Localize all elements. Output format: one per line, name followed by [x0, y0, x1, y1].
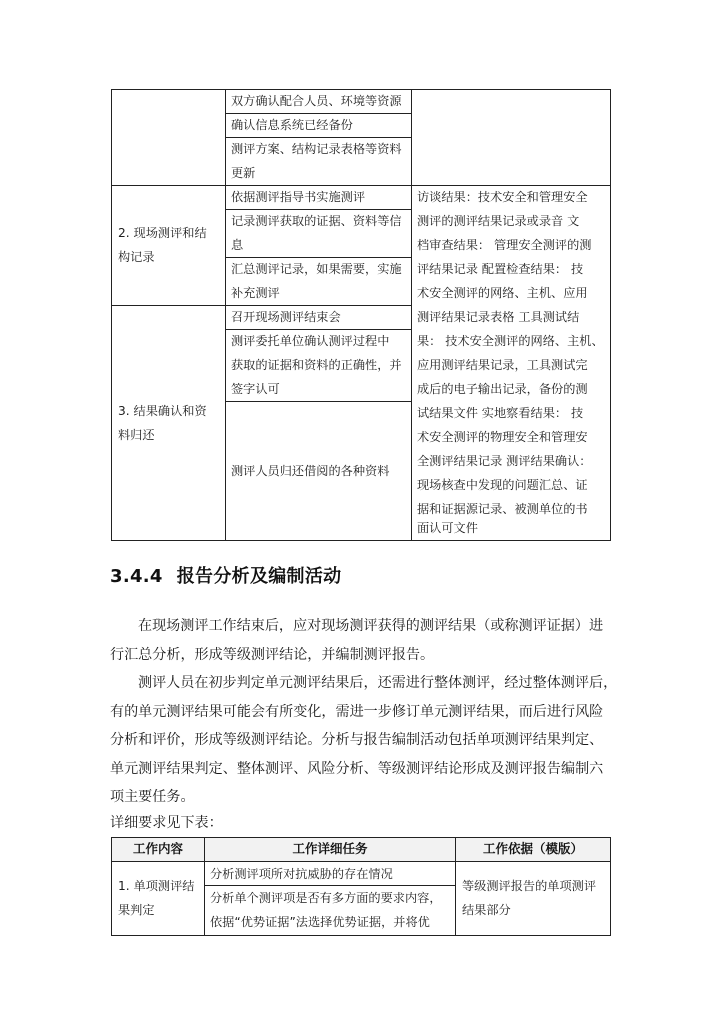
paragraph-2: [110, 669, 618, 812]
task-cell: 获取的证据和资料的正确性，并: [231, 358, 402, 372]
output-line: 评结果记录 配置检查结果： 技: [417, 262, 584, 276]
output-line: 测评的测评结果记录或录音 文: [417, 214, 580, 228]
header-content: 工作内容: [112, 837, 204, 861]
header-basis: 工作依据（模版）: [456, 837, 610, 861]
output-line: 术安全测评的物理安全和管理安: [417, 430, 588, 444]
text-line: 项主要任务。: [110, 789, 195, 806]
section-title: 报告分析及编制活动: [176, 566, 342, 587]
task-cell: 分析单个测评项是否有多方面的要求内容，: [210, 891, 442, 905]
paragraph-1: [110, 612, 618, 669]
content-cell: 1. 单项测评结: [118, 879, 195, 893]
task-cell: 召开现场测评结束会: [231, 310, 341, 324]
task-cell: 更新: [231, 166, 256, 180]
header-tasks: 工作详细任务: [205, 837, 455, 861]
phase-cell: 3. 结果确认和资: [118, 404, 207, 418]
text-line: 有的单元测评结果可能会有所变化，需进一步修订单元测评结果，而后进行风险: [110, 703, 604, 720]
output-line: 面认可文件: [417, 521, 478, 535]
section-heading: [110, 562, 341, 588]
output-line: 术安全测评的网络、主机、应用: [417, 286, 588, 300]
phase-cell: 2. 现场测评和结: [118, 226, 207, 240]
task-cell: 补充测评: [231, 286, 280, 300]
section-number: 3.4.4: [110, 566, 163, 587]
paragraph-3: 详细要求见下表：: [110, 815, 223, 831]
output-line: 测评结果记录表格 工具测试结: [417, 310, 580, 324]
output-line: 果： 技术安全测评的网络、主机、: [417, 334, 604, 348]
task-cell: 测评方案、结构记录表格等资料: [231, 142, 402, 156]
evaluation-activity-table: [111, 89, 611, 541]
task-cell: 依据测评指导书实施测评: [231, 190, 366, 204]
content-cell: 果判定: [118, 903, 155, 917]
task-cell: 依据“优势证据”法选择优势证据，并将优: [210, 915, 430, 929]
phase-cell: 构记录: [118, 250, 155, 264]
text-line: 单元测评结果判定、整体测评、风险分析、等级测评结论形成及测评报告编制六: [110, 760, 604, 777]
report-analysis-table: [111, 837, 611, 936]
task-cell: 记录测评获取的证据、资料等信: [231, 214, 402, 228]
task-cell: 签字认可: [231, 382, 280, 396]
phase-cell: 料归还: [118, 428, 155, 442]
output-line: 应用测评结果记录，工具测试完: [417, 358, 588, 372]
task-cell: 息: [231, 238, 244, 252]
task-cell: 测评人员归还借阅的各种资料: [231, 464, 390, 478]
output-line: 现场核查中发现的问题汇总、证: [417, 478, 588, 492]
basis-cell: 等级测评报告的单项测评: [462, 879, 597, 893]
text-line: 分析和评价，形成等级测评结论。分析与报告编制活动包括单项测评结果判定、: [110, 732, 604, 749]
basis-cell: 结果部分: [462, 903, 511, 917]
output-line: 成后的电子输出记录，备份的测: [417, 382, 588, 396]
task-cell: 分析测评项所对抗威胁的存在情况: [210, 867, 393, 881]
output-line: 试结果文件 实地察看结果： 技: [417, 406, 584, 420]
text-line: 行汇总分析，形成等级测评结论，并编制测评报告。: [110, 646, 435, 663]
text-line: 测评人员在初步判定单元测评结果后，还需进行整体测评，经过整体测评后，: [138, 675, 618, 691]
text-line: 在现场测评工作结束后，应对现场测评获得的测评结果（或称测评证据）进: [138, 618, 604, 634]
task-cell: 汇总测评记录，如果需要，实施: [231, 262, 402, 276]
output-line: 访谈结果：技术安全和管理安全: [417, 190, 588, 204]
output-line: 档审查结果： 管理安全测评的测: [417, 238, 592, 252]
output-line: 据和证据源记录、被测单位的书: [417, 502, 588, 516]
task-cell: 确认信息系统已经备份: [231, 118, 353, 132]
task-cell: 双方确认配合人员、环境等资源: [231, 94, 402, 108]
output-line: 全测评结果记录 测评结果确认：: [417, 454, 592, 468]
task-cell: 测评委托单位确认测评过程中: [231, 334, 390, 348]
